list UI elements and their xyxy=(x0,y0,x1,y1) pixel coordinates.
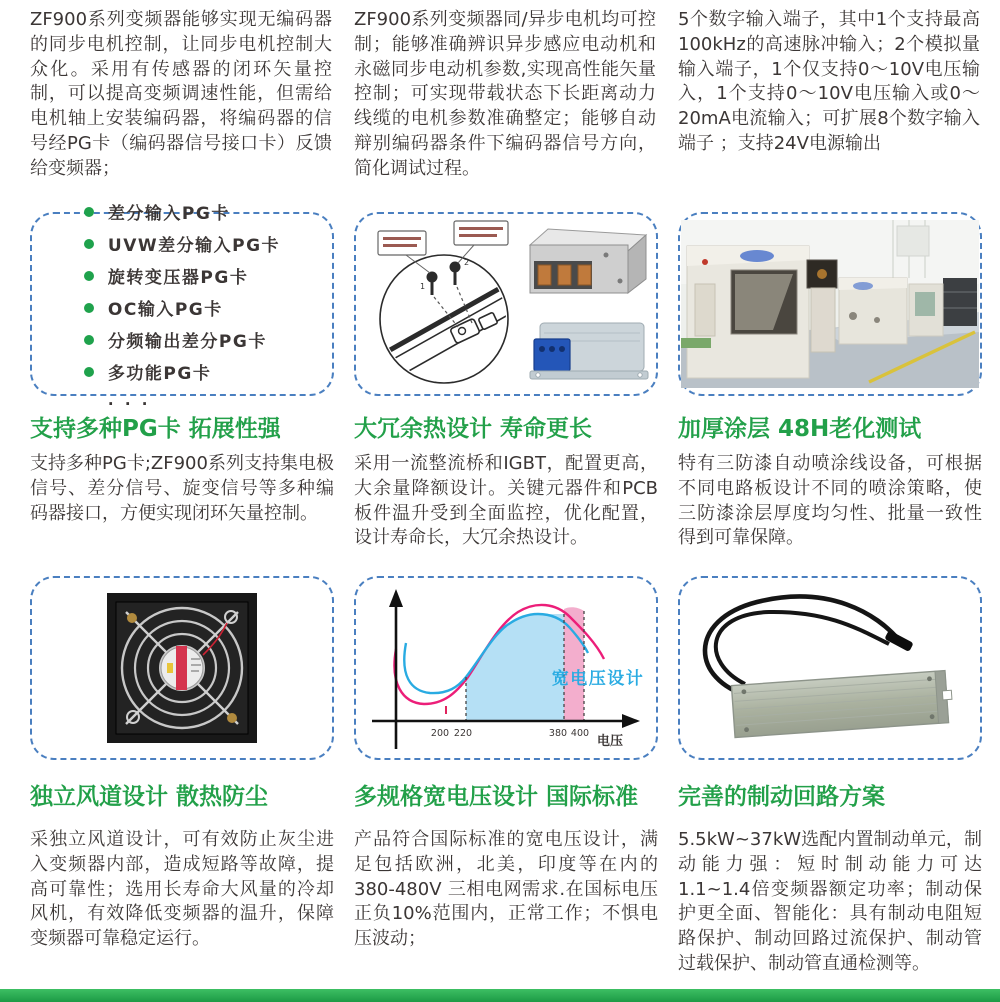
voltage-curve-chart xyxy=(360,581,652,755)
pg-card-label: OC输入PG卡 xyxy=(107,300,223,320)
x-tick-label: 220 xyxy=(453,728,473,739)
cooling-fan-photo xyxy=(107,593,257,743)
factory-line-photo xyxy=(681,220,979,388)
x-tick-label: 380 xyxy=(548,728,568,739)
voltage-chart-box xyxy=(354,576,658,760)
bullet-dot-icon xyxy=(84,335,94,345)
feature-description: 产品符合国际标准的宽电压设计，满足包括欧洲，北美，印度等在内的380-480V 三相电网需求.在国标电压正负10%范围内，正常工作；不惧电压波动； xyxy=(354,829,658,950)
bullet-dot-icon xyxy=(84,367,94,377)
bullet-dot-icon xyxy=(84,303,94,313)
emc-filter-metal-photo xyxy=(530,229,646,293)
bullet-dot-icon xyxy=(84,207,94,217)
pg-card-item xyxy=(84,327,280,352)
pg-card-label: 旋转变压器PG卡 xyxy=(107,268,249,288)
pg-card-list xyxy=(84,199,280,409)
feature-description: 5.5kW~37kW选配内置制动单元，制动能力强：短时制动能力可达1.1~1.4倍变频器额定功率；制动保护更全面、智能化：具有制动电阻短路保护、制动回路过流保护、制动管过载保护、制动管直通检测等。 xyxy=(678,829,982,975)
feature-description: 采用一流整流桥和IGBT，配置更高，大余量降额设计。关键元器件和PCB板件温升受到全面监控，优化配置，设计寿命长，大冗余热设计。 xyxy=(354,453,658,549)
pg-card-label: 差分输入PG卡 xyxy=(107,204,230,224)
page-root xyxy=(30,8,982,977)
pg-card-box xyxy=(30,204,334,409)
pg-card-item xyxy=(84,295,280,320)
screw-label: 1 xyxy=(420,282,426,291)
feature-description: 支持多种PG卡;ZF900系列支持集电极信号、差分信号、旋变信号等多种编码器接口，方便实现闭环矢量控制。 xyxy=(30,453,334,524)
x-axis-label: 电压 xyxy=(596,734,624,749)
feature-title: 完善的制动回路方案 xyxy=(678,784,885,810)
x-tick-label: 400 xyxy=(570,728,590,739)
coating-line-box xyxy=(678,212,982,396)
pg-card-item xyxy=(84,199,280,224)
pg-card-label: 分频输出差分PG卡 xyxy=(107,332,267,352)
pg-card-item xyxy=(84,359,280,384)
braking-resistor-photo xyxy=(681,584,979,752)
feature-title: 加厚涂层 48H老化测试 xyxy=(678,416,922,442)
chart-annotation: 宽电压设计 xyxy=(551,669,645,689)
brake-resistor-box xyxy=(678,576,982,760)
feature-description: 特有三防漆自动喷涂线设备，可根据不同电路板设计不同的喷涂策略，使三防漆涂层厚度均匀性、批量一致性得到可靠保障。 xyxy=(678,453,982,549)
intro-paragraph: ZF900系列变频器同/异步电机均可控制；能够准确辨识异步感应电动机和永磁同步电动机参数,实现高性能矢量控制；可实现带载状态下长距离动力线缆的电机参数准确整定；能够自动辩别编码器条件下编码器信号方向，简化调试过程。 xyxy=(354,9,656,179)
bullet-dot-icon xyxy=(84,271,94,281)
intro-paragraph: ZF900系列变频器能够实现无编码器的同步电机控制，让同步电机控制大众化。采用有传感器的闭环矢量控制，可以提高变频调速性能，但需给电机轴上安装编码器，将编码器的信号经PG卡（编码器信号接口卡）反馈给变频器； xyxy=(30,9,332,179)
feature-title: 独立风道设计 散热防尘 xyxy=(30,784,269,810)
bullet-dot-icon xyxy=(84,239,94,249)
pg-card-label: UVW差分输入PG卡 xyxy=(107,236,281,256)
feature-title: 多规格宽电压设计 国际标准 xyxy=(354,784,639,810)
screw-label: 2 xyxy=(464,258,470,267)
mounting-diagram-and-filter-photos xyxy=(362,219,650,389)
heat-design-box xyxy=(354,212,658,396)
pg-card-more: . . . xyxy=(107,391,151,409)
pg-card-item xyxy=(84,231,280,256)
pg-card-item xyxy=(84,263,280,288)
pg-card-label: 多功能PG卡 xyxy=(107,364,212,384)
bottom-bar xyxy=(0,989,1000,1002)
feature-description: 采独立风道设计，可有效防止灰尘进入变频器内部，造成短路等故障，提高可靠性；选用长寿命大风量的冷却风机，有效降低变频器的温升，保障变频器可靠稳定运行。 xyxy=(30,829,334,950)
fan-box xyxy=(30,576,334,760)
x-tick-label: 200 xyxy=(430,728,450,739)
intro-paragraph: 5个数字输入端子，其中1个支持最高100kHz的高速脉冲输入；2个模拟量输入端子，1个仅支持0〜10V电压输入，1个支持0〜10V电压输入或0〜20mA电流输入；可扩展8个数字输入端子 ；支持24V电源输出 xyxy=(678,9,980,155)
feature-title: 大冗余热设计 寿命更长 xyxy=(354,416,593,442)
emc-filter-blue-photo xyxy=(530,323,648,379)
feature-title: 支持多种PG卡 拓展性强 xyxy=(30,416,281,442)
